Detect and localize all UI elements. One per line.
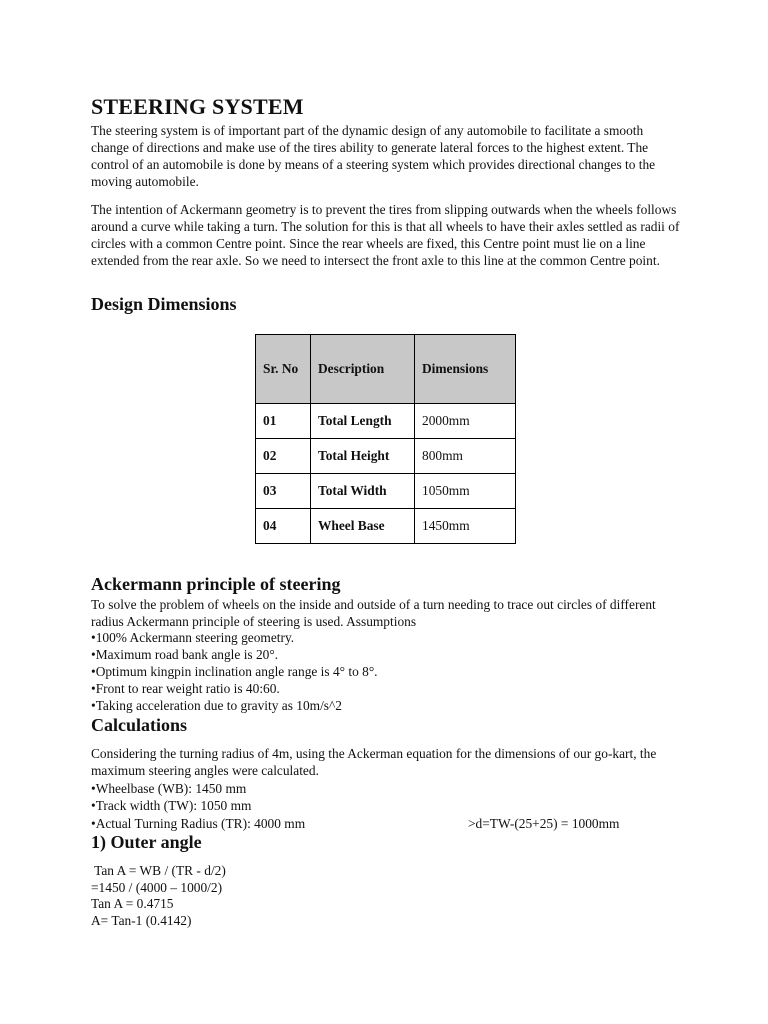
cell-dimension: 800mm (415, 439, 516, 474)
cell-sr-no: 01 (256, 404, 311, 439)
calculations-paragraph: Considering the turning radius of 4m, using the Ackerman equation for the dimensions of our go-kart, the maximum steering angles were calculated. (91, 746, 657, 778)
calc-item: •Wheelbase (WB): 1450 mm (91, 781, 247, 796)
cell-sr-no: 02 (256, 439, 311, 474)
d-formula-note: >d=TW-(25+25) = 1000mm (468, 816, 620, 831)
calc-item: •Track width (TW): 1050 mm (91, 798, 252, 813)
equation-line: Tan A = 0.4715 (91, 896, 174, 911)
cell-dimension: 1450mm (415, 509, 516, 544)
cell-sr-no: 03 (256, 474, 311, 509)
cell-description: Total Length (311, 404, 415, 439)
assumption-item: •Taking acceleration due to gravity as 10m/s^2 (91, 698, 342, 713)
table-row (256, 474, 516, 509)
equation-line: A= Tan-1 (0.4142) (91, 913, 192, 928)
table-row (256, 404, 516, 439)
header-description: Description (311, 335, 415, 404)
design-dimensions-heading: Design Dimensions (91, 294, 237, 314)
cell-description: Wheel Base (311, 509, 415, 544)
table-row (256, 439, 516, 474)
equation-line: =1450 / (4000 – 1000/2) (91, 880, 223, 895)
intro-paragraph-1: The steering system is of important part of the dynamic design of any automobile to facilitate a smooth change of directions and make use of the tires ability to generate lateral forces to the highest extent. The control of an automobile is done by means of a steering system which provides directional changes to the moving automobile. (91, 123, 656, 189)
dimensions-table (255, 334, 516, 544)
calculations-heading: Calculations (91, 715, 188, 735)
outer-angle-heading: 1) Outer angle (91, 832, 202, 852)
cell-dimension: 2000mm (415, 404, 516, 439)
intro-paragraph-2: The intention of Ackermann geometry is to prevent the tires from slipping outwards when the wheels follows around a curve while taking a turn. The solution for this is that all wheels to have their axles settled as radii of circles with a common Centre point. Since the rear wheels are fixed, this Centre point must lie on a line extended from the rear axle. So we need to intersect the front axle to this line at the common Centre point. (91, 202, 680, 268)
ackermann-paragraph: To solve the problem of wheels on the inside and outside of a turn needing to trace out circles of different radius Ackermann principle of steering is used. Assumptions (91, 597, 656, 629)
cell-sr-no: 04 (256, 509, 311, 544)
calc-item: •Actual Turning Radius (TR): 4000 mm (91, 816, 306, 831)
header-sr-no: Sr. No (256, 335, 311, 404)
page-title: STEERING SYSTEM (91, 94, 304, 119)
header-dimensions: Dimensions (415, 335, 516, 404)
equation-line: Tan A = WB / (TR - d/2) (91, 863, 226, 878)
cell-description: Total Width (311, 474, 415, 509)
table-row (256, 509, 516, 544)
cell-description: Total Height (311, 439, 415, 474)
ackermann-heading: Ackermann principle of steering (91, 574, 341, 594)
cell-dimension: 1050mm (415, 474, 516, 509)
assumption-item: •100% Ackermann steering geometry. (91, 630, 295, 645)
assumption-item: •Front to rear weight ratio is 40:60. (91, 681, 280, 696)
assumption-item: •Maximum road bank angle is 20°. (91, 647, 279, 662)
assumption-item: •Optimum kingpin inclination angle range is 4° to 8°. (91, 664, 378, 679)
table-header-row (256, 335, 516, 404)
